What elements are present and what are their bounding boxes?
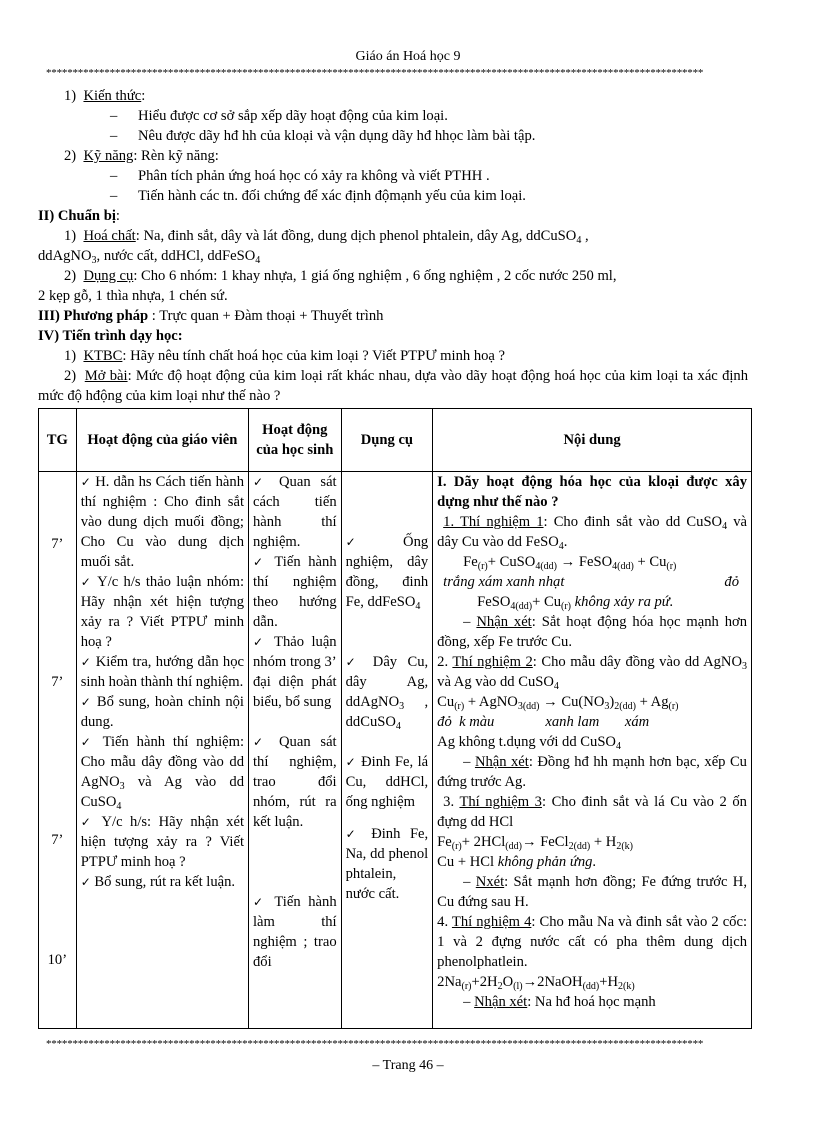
content-exp1: 1. Thí nghiệm 1: Cho đinh sắt vào dd CuSO$_4$ và dây Cu vào dd FeSO$_4$. bbox=[437, 514, 747, 552]
teacher-step-5: ✓ Tiến hành thí nghiệm: Cho mẫu dây đồng vào dd AgNO$_3$ và Ag vào dd CuSO$_4$ bbox=[80, 734, 244, 812]
content-nx2: – Nhận xét: Đồng hđ hh mạnh hơn bạc, xếp Cu đứng trước Ag. bbox=[437, 754, 747, 790]
check-icon: ✓ bbox=[80, 875, 91, 889]
header-teacher: Hoạt động của giáo viên bbox=[76, 409, 248, 472]
check-icon: ✓ bbox=[345, 535, 378, 549]
content-eq3: $Fe_{(r)}+ 2HCl_{(dd)}\to$ FeCl$_{2(dd)}$ + $H_{2(k)}$ bbox=[437, 834, 633, 852]
tools-item-1: ✓ Ống nghiệm, dây đồng, đinh Fe, ddFeSO$_4$ bbox=[345, 534, 429, 612]
separator-top: **************************************************************************************************************************** bbox=[46, 67, 704, 79]
process-heading: IV) Tiến trình dạy học: bbox=[38, 328, 183, 344]
skills-item-2: – Tiến hành các tn. đối chứng để xác định độmạnh yếu của kim loại. bbox=[110, 188, 526, 204]
teacher-activity-cell bbox=[76, 472, 248, 1029]
student-step-2: ✓ Tiến hành thí nghiệm theo hướng dẫn. bbox=[253, 554, 337, 630]
header-tg: TG bbox=[39, 409, 77, 472]
student-activity-cell bbox=[249, 472, 342, 1029]
tools-cell bbox=[341, 472, 433, 1029]
content-exp2-note: Ag không t.dụng với dd CuSO$_4$ bbox=[437, 734, 621, 752]
knowledge-item-1: – Hiểu được cơ sở sắp xếp dãy hoạt động của kim loại. bbox=[110, 108, 448, 124]
check-icon: ✓ bbox=[80, 815, 95, 829]
check-icon: ✓ bbox=[80, 475, 92, 489]
content-eq2-observation: đỏ k màu xanh lam xám bbox=[437, 714, 650, 730]
check-icon: ✓ bbox=[80, 575, 93, 589]
chemicals-line-2: ddAgNO$_3$, nước cất, ddHCl, ddFeSO$_4$ bbox=[38, 248, 261, 266]
check-icon: ✓ bbox=[345, 755, 357, 769]
check-icon: ✓ bbox=[253, 555, 268, 569]
student-step-3: ✓ Thảo luận nhóm trong 3’ đại diện phát biểu, bổ sung bbox=[253, 634, 337, 710]
separator-bottom: **************************************************************************************************************************** bbox=[46, 1038, 704, 1050]
header-tools: Dụng cụ bbox=[341, 409, 433, 472]
student-step-4: ✓ Quan sát thí nghiệm, trao đổi nhóm, rút ra kết luận. bbox=[253, 734, 337, 830]
content-eq1: $Fe_{(r)}+$ CuSO$_{4(dd)}$ → FeSO$_{4(dd)}$ + $Cu_{(r)}$ bbox=[463, 554, 677, 572]
content-nx1: – Nhận xét: Sắt hoạt động hóa học mạnh hơn đồng, xếp Fe trước Cu. bbox=[437, 614, 747, 650]
content-exp4: 4. Thí nghiệm 4: Cho mẫu Na và đinh sắt vào 2 cốc: 1 và 2 đựng nước cất có pha thêm dung dịch phenolphatlein. bbox=[437, 914, 747, 970]
header-content: Nội dung bbox=[433, 409, 752, 472]
preparation-heading: II) Chuẩn bị: bbox=[38, 208, 120, 224]
content-title: I. Dãy hoạt động hóa học của kloại được xây dựng như thế nào ? bbox=[437, 474, 747, 510]
lesson-table bbox=[38, 408, 752, 1029]
table-header-row bbox=[39, 409, 752, 472]
teacher-step-6: ✓ Y/c h/s: Hãy nhận xét hiện tượng xảy ra ? Viết PTPƯ minh hoạ ? bbox=[80, 814, 244, 870]
teacher-step-7: ✓ Bổ sung, rút ra kết luận. bbox=[80, 874, 236, 890]
check-icon: ✓ bbox=[253, 735, 270, 749]
header-student: Hoạt động của học sinh bbox=[249, 409, 342, 472]
check-icon: ✓ bbox=[80, 695, 92, 709]
content-cell bbox=[433, 472, 752, 1029]
tools-item-4: ✓ Đinh Fe, Na, dd phenol phtalein, nước cất. bbox=[345, 826, 429, 902]
tg-2: 7’ bbox=[51, 674, 64, 690]
check-icon: ✓ bbox=[253, 895, 268, 909]
check-icon: ✓ bbox=[80, 655, 92, 669]
tools-line-1: 2) Dụng cụ: Cho 6 nhóm: 1 khay nhựa, 1 giá ống nghiệm , 6 ống nghiệm , 2 cốc nước 250 ml, bbox=[64, 268, 617, 284]
content-eq2: $Cu_{(r)}$ + AgNO$_{3(dd)}$ → $Cu(NO_3)_{2(dd)} + Ag_{(r)}$ bbox=[437, 694, 679, 712]
tools-line-2: 2 kẹp gỗ, 1 thìa nhựa, 1 chén sứ. bbox=[38, 288, 228, 304]
chemicals-line-1: 1) Hoá chất: Na, đinh sắt, dây và lát đồng, dung dịch phenol phtalein, dây Ag, ddCuSO$_4$ , bbox=[64, 228, 589, 246]
check-icon: ✓ bbox=[253, 475, 270, 489]
content-exp3: 3. Thí nghiệm 3: Cho đinh sắt và lá Cu vào 2 ốn đựng dd HCl bbox=[437, 794, 747, 830]
knowledge-heading: 1) Kiến thức: bbox=[64, 88, 146, 104]
content-eq1-observation: trắng xám xanh nhạt đỏ bbox=[443, 574, 739, 590]
mobai-paragraph: 2) Mở bài: Mức độ hoạt động của kim loại rất khác nhau, dựa vào dãy hoạt động hoá học của kim loại ta xác định mức độ hđộng của kim loại như thế nào ? bbox=[38, 368, 749, 404]
tg-3: 7’ bbox=[51, 832, 64, 848]
content-eq4: $2Na_{(r)}+2H_2O_{(l)}\to 2NaOH_{(dd)}+H_{2(k)}$ bbox=[437, 974, 635, 992]
skills-item-1: – Phân tích phản ứng hoá học có xảy ra không và viết PTHH . bbox=[110, 168, 490, 184]
teacher-step-1: ✓ H. dẫn hs Cách tiến hành thí nghiệm : Cho đinh sắt vào dung dịch muối đồng; Cho Cu vào dung dịch muối sắt. bbox=[80, 474, 244, 570]
teacher-step-3: ✓ Kiểm tra, hướng dẫn học sinh hoàn thành thí nghiệm. bbox=[80, 654, 244, 690]
skills-heading: 2) Kỹ năng: Rèn kỹ năng: bbox=[64, 148, 219, 164]
page-number: – Trang 46 – bbox=[372, 1058, 444, 1073]
tools-item-2: ✓ Dây Cu, dây Ag, ddAgNO$_3$ , ddCuSO$_4$ bbox=[345, 654, 429, 732]
page-header-title: Giáo án Hoá học 9 bbox=[355, 49, 461, 64]
content-nx3: – Nxét: Sắt mạnh hơn đồng; Fe đứng trước H, Cu đứng sau H. bbox=[437, 874, 747, 910]
teacher-step-4: ✓ Bổ sung, hoàn chỉnh nội dung. bbox=[80, 694, 244, 730]
tg-1: 7’ bbox=[51, 536, 64, 552]
content-eq3b: Cu + HCl không phản ứng. bbox=[437, 854, 597, 870]
check-icon: ✓ bbox=[345, 827, 362, 841]
student-step-5: ✓ Tiến hành làm thí nghiệm ; trao đổi bbox=[253, 894, 337, 970]
content-nx4: – Nhận xét: Na hđ hoá học mạnh bbox=[463, 994, 656, 1010]
check-icon: ✓ bbox=[345, 655, 363, 669]
tg-cell bbox=[39, 472, 77, 1029]
method-line: III) Phương pháp : Trực quan + Đàm thoại + Thuyết trình bbox=[38, 308, 384, 324]
content-eq1b: FeSO$_{4(dd)}$+ $Cu_{(r)}$ không xảy ra pứ. bbox=[477, 594, 674, 612]
check-icon: ✓ bbox=[253, 635, 267, 649]
ktbc-line: 1) KTBC: Hãy nêu tính chất hoá học của kim loại ? Viết PTPƯ minh hoạ ? bbox=[64, 348, 506, 364]
content-exp2: 2. Thí nghiệm 2: Cho mẫu dây đồng vào dd AgNO$_3$ và Ag vào dd CuSO$_4$ bbox=[437, 654, 747, 692]
tg-4: 10’ bbox=[47, 952, 68, 968]
check-icon: ✓ bbox=[80, 735, 95, 749]
knowledge-item-2: – Nêu được dãy hđ hh của kloại và vận dụng dãy hđ hhọc làm bài tập. bbox=[110, 128, 536, 144]
lesson-intro bbox=[38, 86, 748, 406]
table-row bbox=[39, 472, 752, 1029]
tools-item-3: ✓ Đinh Fe, lá Cu, ddHCl, ống nghiệm bbox=[345, 754, 429, 810]
teacher-step-2: ✓ Y/c h/s thảo luận nhóm: Hãy nhận xét hiện tượng xảy ra ? Viết PTPƯ minh hoạ ? bbox=[80, 574, 244, 650]
student-step-1: ✓ Quan sát cách tiến hành thí nghiệm. bbox=[253, 474, 337, 550]
